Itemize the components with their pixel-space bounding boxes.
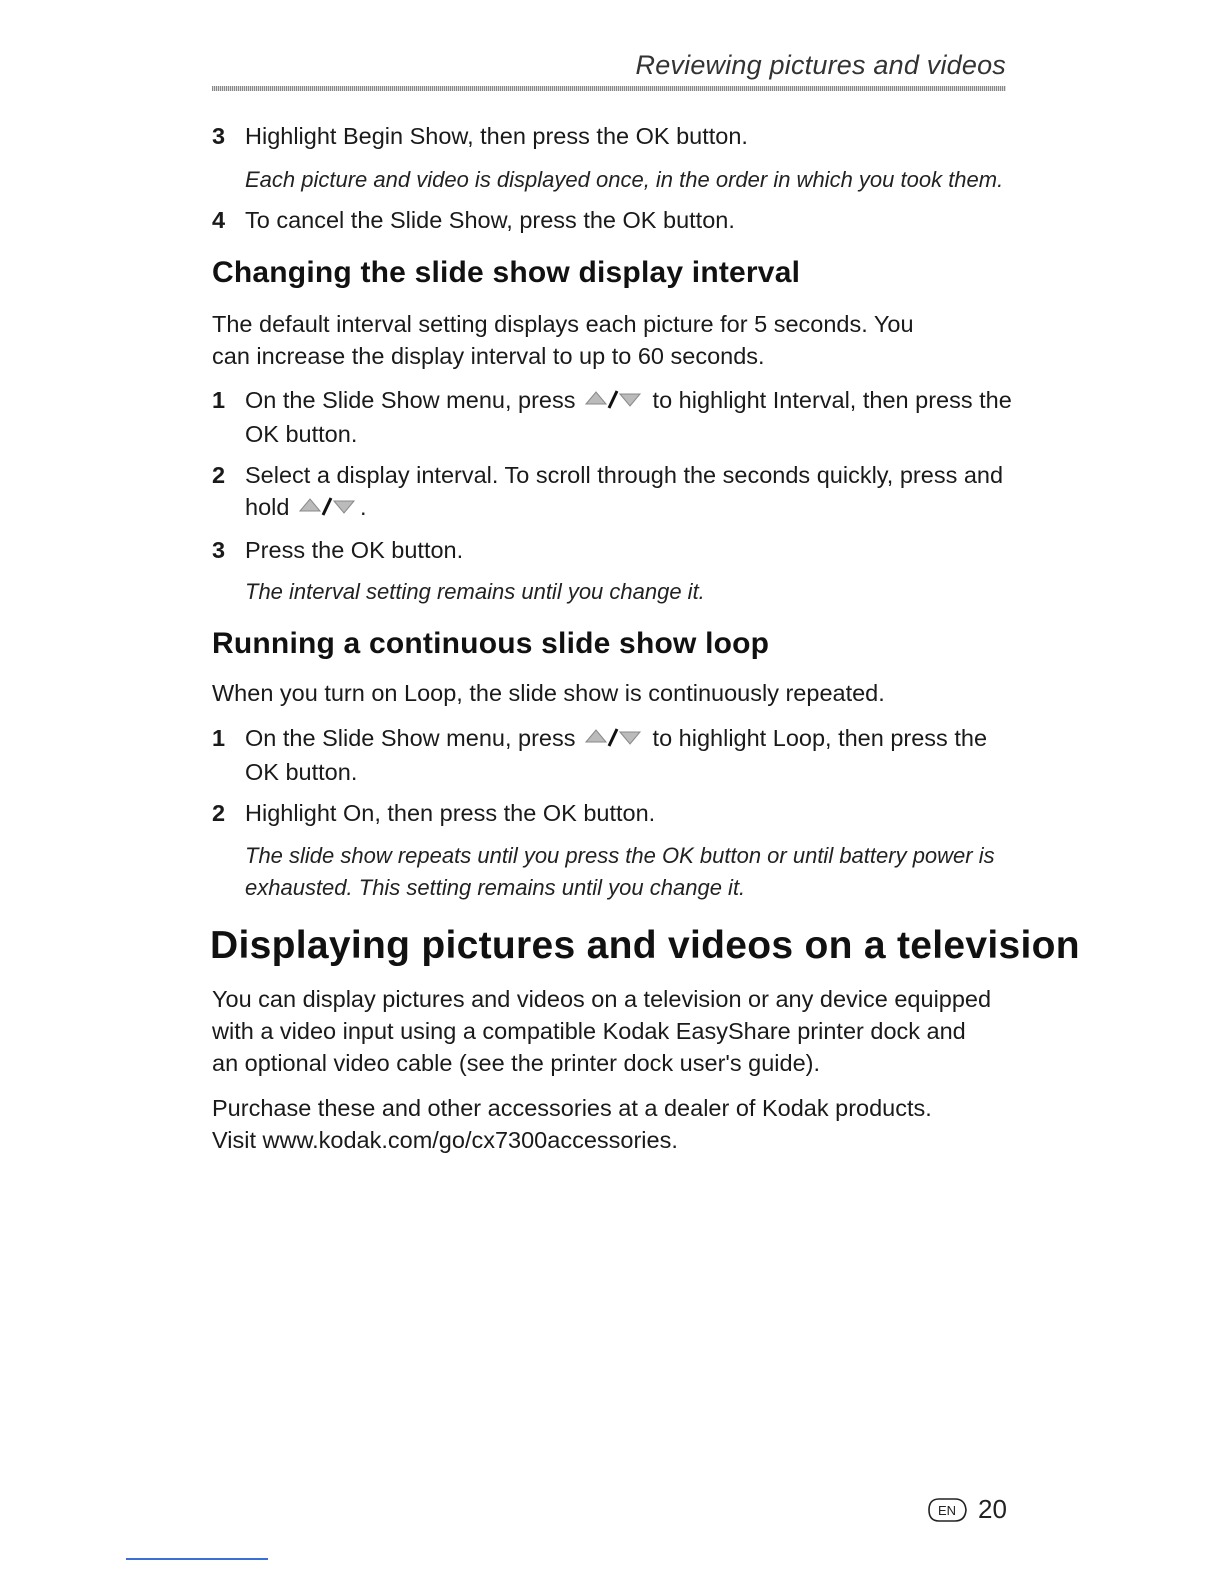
- page-number: 20: [978, 1494, 1007, 1524]
- header-rule: [212, 86, 1006, 91]
- step-number: 3: [212, 537, 226, 563]
- language-badge-text: EN: [937, 1503, 957, 1518]
- step-text: To cancel the Slide Show, press the OK button.: [245, 207, 735, 233]
- step-text: Highlight Begin Show, then press the OK button.: [245, 123, 748, 149]
- step-text: Highlight On, then press the OK button.: [245, 800, 656, 826]
- loop-intro: When you turn on Loop, the slide show is continuously repeated.: [212, 680, 885, 706]
- up-down-arrow-icon: [296, 493, 360, 525]
- page-header: [212, 48, 1006, 90]
- step-number: 4: [212, 207, 226, 233]
- up-down-arrow-icon: [582, 386, 646, 418]
- step-number: 3: [212, 123, 226, 149]
- step-number: 2: [212, 800, 226, 826]
- heading-television: Displaying pictures and videos on a television: [210, 924, 1080, 967]
- step-text-after: .: [359, 494, 367, 520]
- up-down-arrow-icon: [582, 724, 646, 756]
- step-text-before: On the Slide Show menu, press: [245, 387, 576, 413]
- header-title: Reviewing pictures and videos: [635, 50, 1006, 80]
- tv-paragraph-2-line-2: Visit www.kodak.com/go/cx7300accessories.: [212, 1127, 678, 1153]
- step-text-after: to highlight Loop, then press the OK button.: [245, 725, 988, 785]
- step-text-before: Select a display interval. To scroll through the seconds quickly, press and hold: [245, 462, 1004, 520]
- step-number: 2: [212, 462, 226, 488]
- en-badge-icon: [925, 1496, 969, 1524]
- step-text-before: On the Slide Show menu, press: [245, 725, 576, 751]
- step-number: 1: [212, 387, 226, 413]
- step-text-after: to highlight Interval, then press the OK button.: [245, 387, 1012, 447]
- note-loop-repeats: The slide show repeats until you press the OK button or until battery power is exhausted. This setting remains until you change it.: [245, 843, 995, 900]
- tv-paragraph-2-line-1: Purchase these and other accessories at a dealer of Kodak products.: [212, 1095, 932, 1121]
- note-display-order: Each picture and video is displayed once, in the order in which you took them.: [245, 167, 1004, 192]
- footnote-rule: [126, 1558, 268, 1560]
- heading-display-interval: Changing the slide show display interval: [212, 256, 801, 289]
- step-text: Press the OK button.: [245, 537, 464, 563]
- heading-continuous-loop: Running a continuous slide show loop: [212, 627, 770, 660]
- tv-paragraph-1: You can display pictures and videos on a television or any device equipped with a video input using a compatible Kodak EasyShare printer dock and an optional video cable (see the printer dock user's guide).: [212, 986, 992, 1076]
- interval-intro: The default interval setting displays each picture for 5 seconds. You can increase the display interval to up to 60 seconds.: [212, 311, 914, 369]
- note-interval-remains: The interval setting remains until you change it.: [245, 579, 705, 604]
- step-number: 1: [212, 725, 226, 751]
